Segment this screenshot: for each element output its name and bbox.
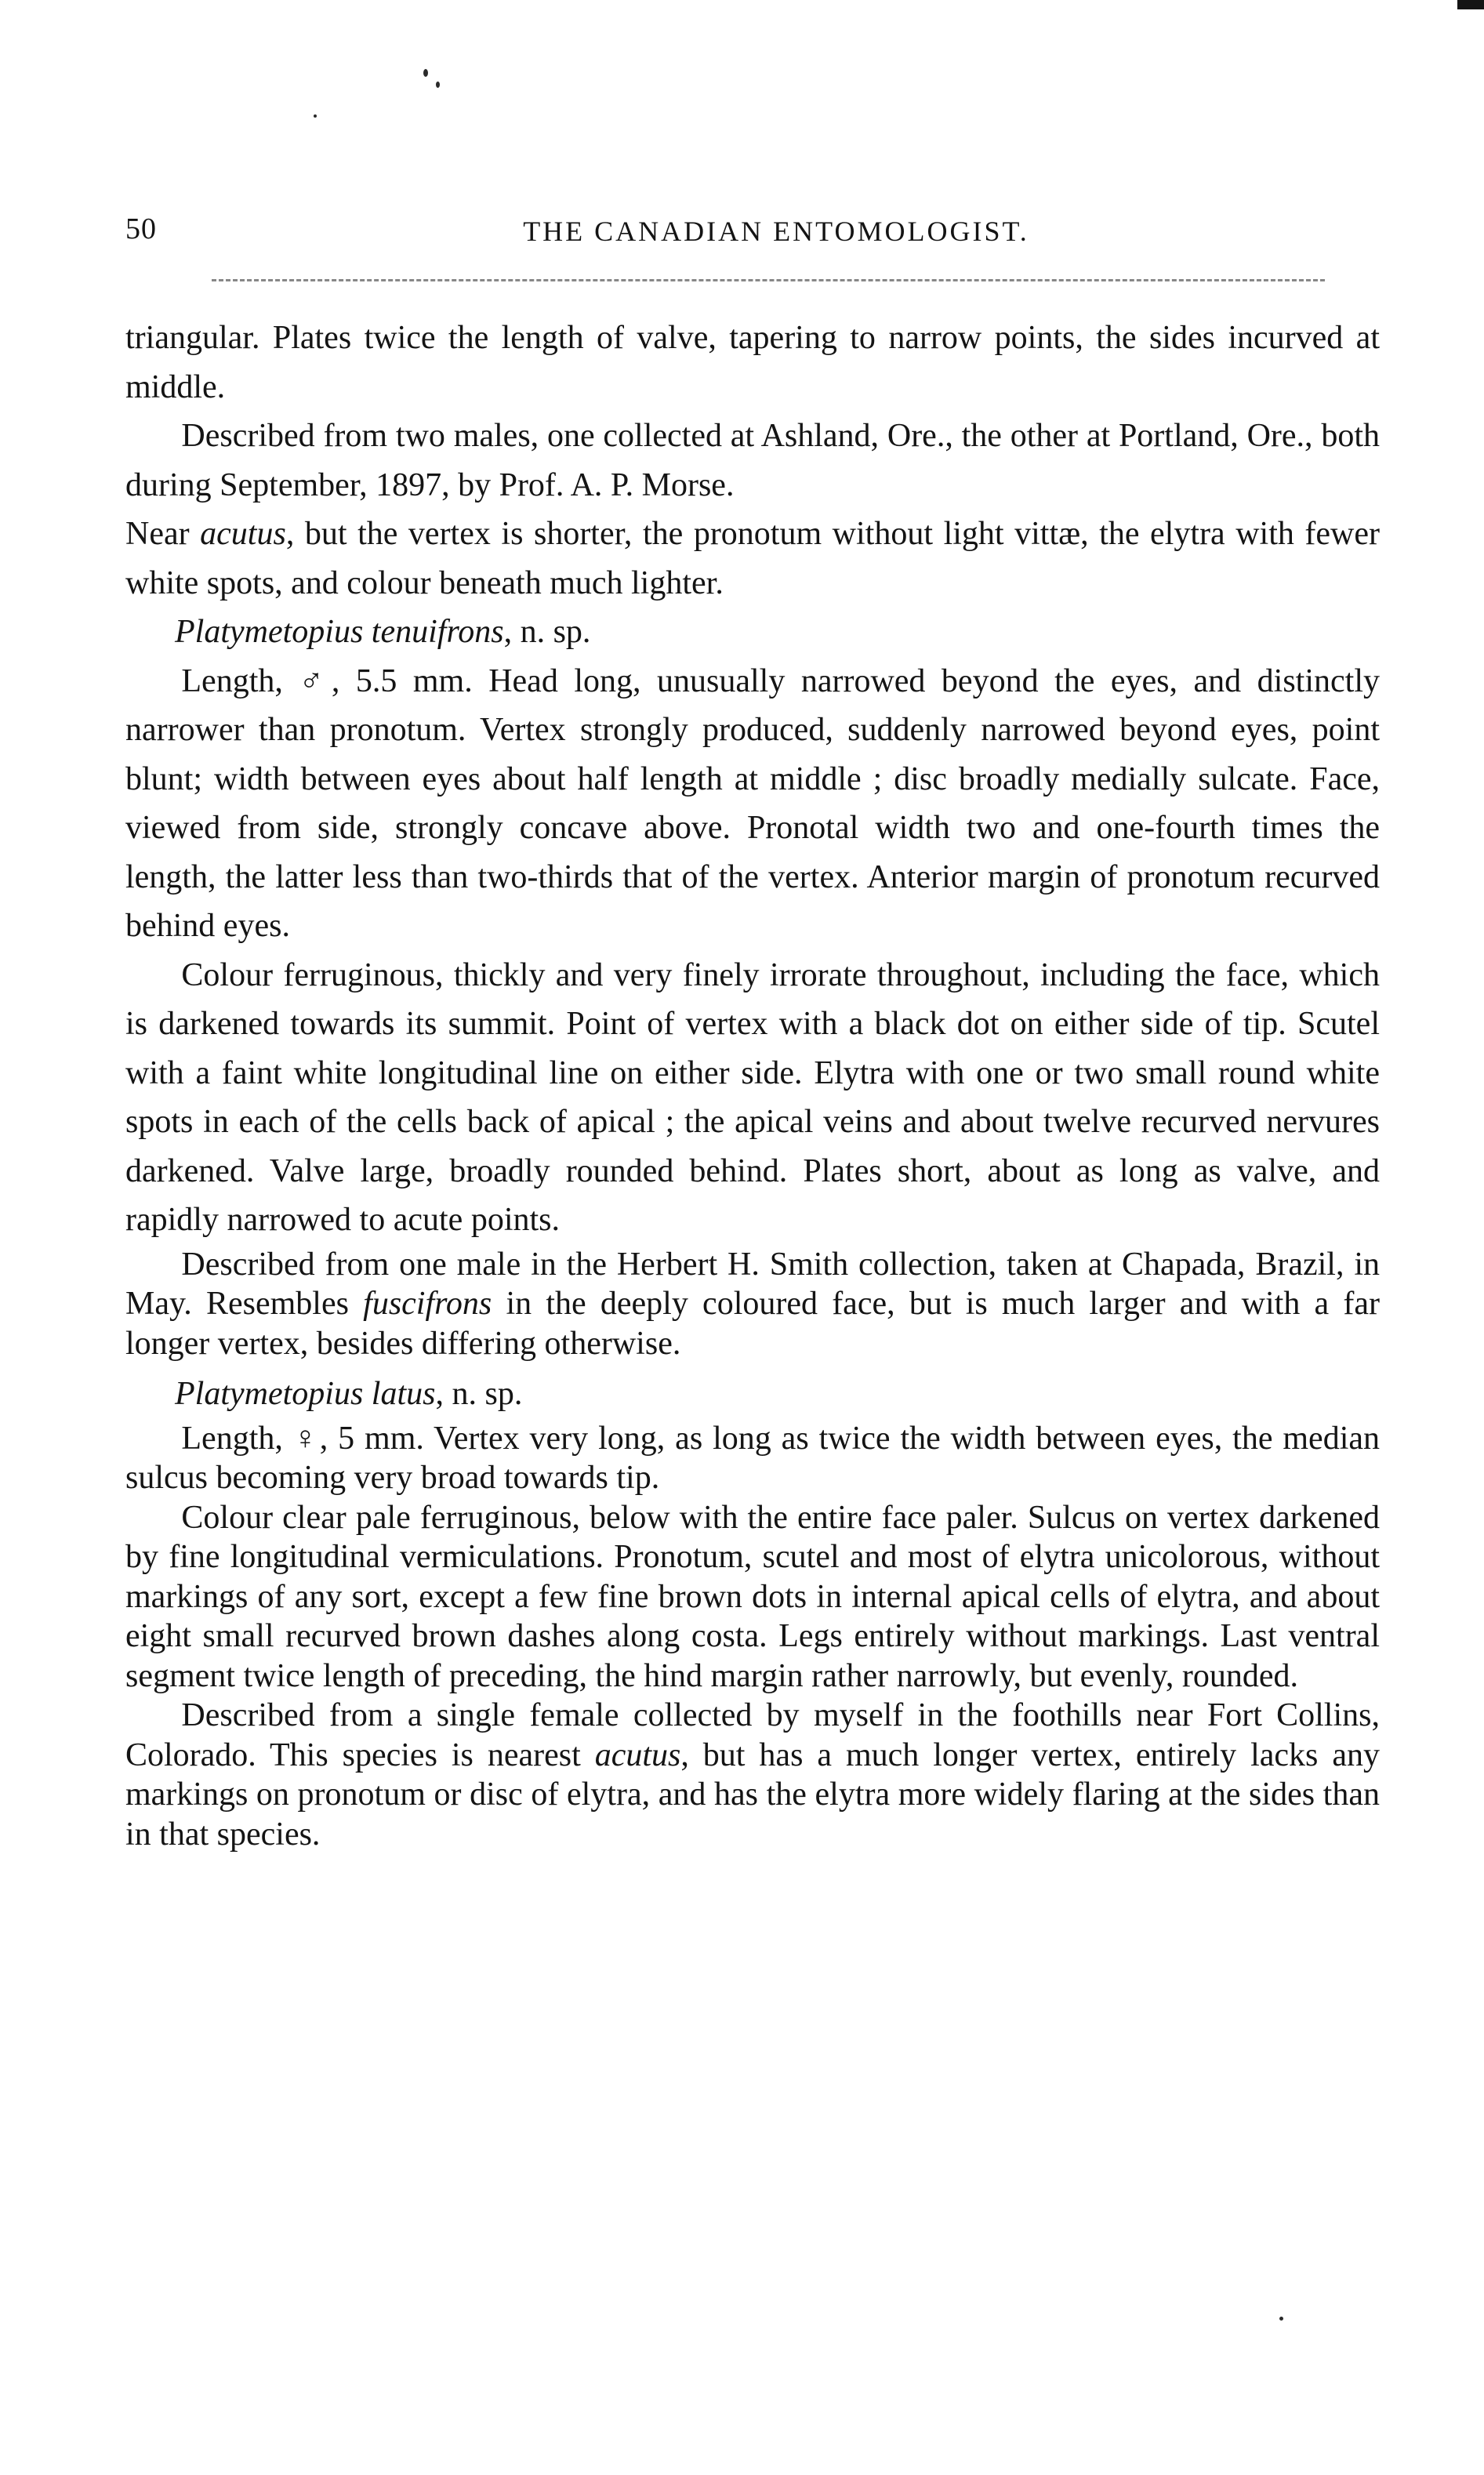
scan-edge-mark — [1457, 0, 1484, 9]
species-epithet: acutus — [594, 1736, 681, 1773]
paragraph: Colour ferruginous, thickly and very finely irrorate throughout, including the face, which is darkened towards its summit. Point of vertex with a black dot on either side of tip. Scutel with a faint white longitudinal line on either side. Elytra with one or two small round white spots in each of the cells back of apical ; the apical veins and about twelve recurved nervures darkened. Valve large, broadly rounded behind. Plates short, about as long as valve, and rapidly narrowed to acute points. — [125, 956, 1380, 1238]
paragraph: Length, ♂, 5.5 mm. Head long, unusually narrowed beyond the eyes, and distinctly narrower than pronotum. Vertex strongly produced, suddenly narrowed beyond eyes, point blunt; width between eyes about half length at middle ; disc broadly medially sulcate. Face, viewed from side, strongly concave above. Pronotal width two and one-fourth times the length, the latter less than two-thirds that of the vertex. Anterior margin of pronotum recurved behind eyes. — [125, 662, 1380, 944]
ink-speck — [423, 69, 428, 77]
paragraph: triangular. Plates twice the length of valve, tapering to narrow points, the sides incurved at middle. — [125, 320, 1380, 405]
species-heading: Platymetopius latus, n. sp. — [175, 1376, 523, 1412]
page-header — [125, 212, 1380, 259]
paragraph: Described from one male in the Herbert H. Smith collection, taken at Chapada, Brazil, in May. Resembles fuscifrons in the deeply coloured face, but is much larger and with a far longer vertex, besides differing otherwise. — [125, 1246, 1380, 1362]
paragraph: Colour clear pale ferruginous, below with the entire face paler. Sulcus on vertex darkened by fine longitudinal vermiculations. Pronotum, scutel and most of elytra unicolorous, without markings of any sort, except a few fine brown dots in internal apical cells of elytra, and about eight small recurved brown dashes along costa. Legs entirely without markings. Last ventral segment twice length of preceding, the hind margin rather narrowly, but evenly, rounded. — [125, 1499, 1380, 1694]
header-rule — [212, 279, 1325, 289]
ink-speck — [1279, 2317, 1283, 2321]
paragraph: Described from a single female collected by myself in the foothills near Fort Collins, Colorado. This species is nearest acutus, but has a much longer vertex, entirely lacks any markings on pronotum or disc of elytra, and has the elytra more widely flaring at the sides than in that species. — [125, 1697, 1380, 1853]
ink-speck — [314, 114, 317, 118]
species-name: Platymetopius tenuifrons — [175, 614, 504, 650]
running-head: THE CANADIAN ENTOMOLOGIST. — [523, 216, 1029, 247]
species-name: Platymetopius latus — [175, 1376, 436, 1412]
page-number: 50 — [125, 212, 157, 245]
paragraph: Near acutus, but the vertex is shorter, the pronotum without light vittæ, the elytra with fewer white spots, and colour beneath much lighter. — [125, 516, 1380, 601]
species-epithet: acutus — [200, 516, 286, 552]
article-body — [125, 314, 1380, 1854]
species-heading: Platymetopius tenuifrons, n. sp. — [175, 614, 591, 650]
species-epithet: fuscifrons — [363, 1286, 492, 1322]
ink-speck — [436, 82, 440, 88]
paragraph: Length, ♀, 5 mm. Vertex very long, as long as twice the width between eyes, the median sulcus becoming very broad towards tip. — [125, 1420, 1380, 1496]
paragraph: Described from two males, one collected at Ashland, Ore., the other at Portland, Ore., both during September, 1897, by Prof. A. P. Morse. — [125, 418, 1380, 503]
